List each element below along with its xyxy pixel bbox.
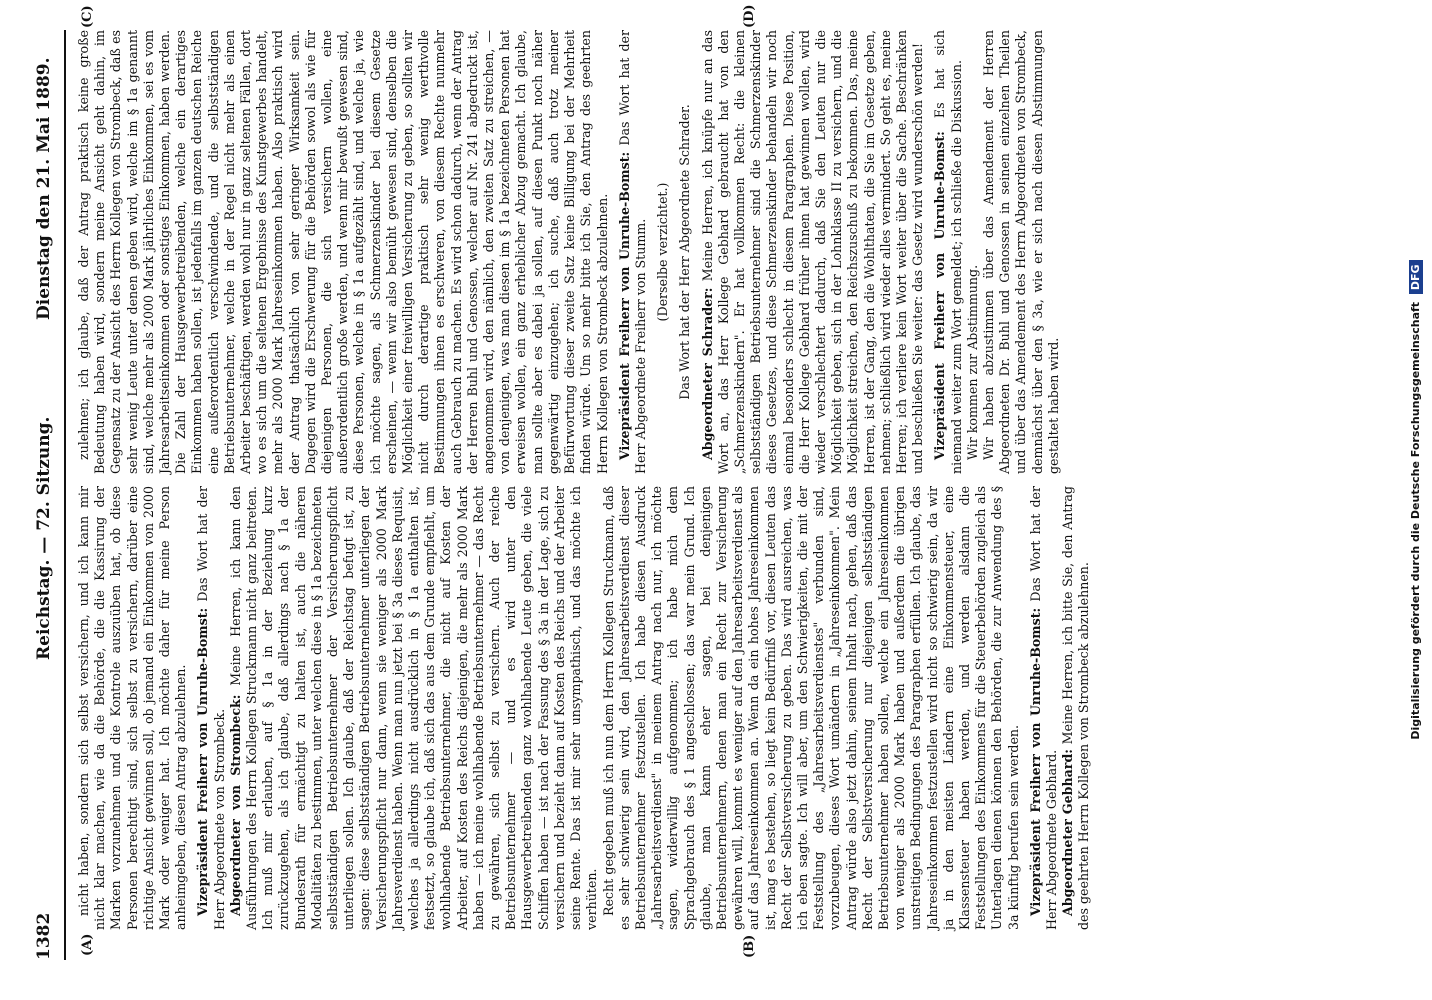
paragraph-text: Das Wort hat der Herr Abgeordnete von Strombeck. <box>195 486 227 930</box>
paragraph <box>617 30 649 474</box>
paragraph <box>677 30 693 474</box>
paragraph <box>700 30 927 474</box>
paragraph-text: Wir haben abzustimmen über das Amendement der Herren Abgeordneten Dr. Buhl und Genossen in seinen einzelnen Theilen und über das Amendement des Herrn Abgeordneten von Strombeck, demnächst über den § 3a, wie er sich nach diesen Abstimmungen gestaltet haben wird. <box>980 30 1061 474</box>
left-column <box>76 486 1093 930</box>
header-date: Dienstag den 21. Mai 1889. <box>34 57 54 320</box>
paragraph <box>932 30 964 474</box>
paragraph-text: zulehnen; ich glaube, daß der Antrag praktisch keine große Bedeutung haben wird, sondern meine Ansicht geht dahin, im Gegensatz zu der Ansicht des Herrn Kollegen von Strombeck, daß es sehr wenig Leute unter denen geben wird, welche im § 1a genannt sind, welche mehr als 2000 Mark jährliches Einkommen, sei es vom Jahresarbeitseinkommen oder sonstiges Einkommen, haben werden. Die Zahl der Hausgewerbetreibenden, welche ein derartiges Einkommen haben sollen, ist jedenfalls im ganzen deutschen Reiche eine außerordentlich verschwindende, und die selbstständigen Betriebsunternehmer, welche in der Regel nicht mehr als einen Arbeiter beschäftigen, werden wohl nur in ganz seltenen Fällen, dort wo es sich um die seltenen Ergebnisse des Kunstgewerbes handelt, mehr als 2000 Mark Jahreseinkommen haben. Also praktisch wird der Antrag thatsächlich von sehr geringer Wirksamkeit sein. Dagegen wird die Erschwerung für die Behörden sowol als wie für diejenigen Personen, die sich versichern wollen, eine außerordentlich große werden, und wenn mir bewußt gewesen sind, diese Personen, welche in § 1a aufgezählt sind, und welche ja, wie ich möchte sagen, als Schmerzenskinder bei diesem Gesetze erscheinen, — wenn wir also bemüht gewesen sind, denselben die Möglichkeit einer freiwilligen Versicherung zu geben, so sollten wir nicht durch derartige praktisch sehr wenig werthvolle Bestimmungen ihnen es erschweren, von diesem Rechte nunmehr auch Gebrauch zu machen. Es wird schon dadurch, wenn der Antrag der Herren Buhl und Genossen, welcher auf Nr. 241 abgedruckt ist, angenommen wird, den nämlich, den zweiten Satz zu streichen, — von denjenigen, was man diesen im § 1a bezeichneten Personen hat erweisen wollen, ein ganz erheblicher Abzug gemacht. Ich glaube, man sollte aber es dabei ja sollen, auf diesen Punkt noch näher gegenwärtig einzugehen; ich suche, daß auch trotz meiner Befürwortung dieser zweite Satz keine Billigung bei der Mehrheit finden würde. Um so mehr bitte ich Sie, den Antrag des geehrten Herrn Kollegen von Strombeck abzulehnen. <box>76 30 610 474</box>
paragraph-text: Meine Herren, ich bitte Sie, den Antrag des geehrten Herrn Kollegen von Strombeck abzulehnen. <box>1060 486 1092 930</box>
funding-text: Digitalisierung gefördert durch die Deutsche Forschungsgemeinschaft <box>1409 301 1422 740</box>
paragraph <box>195 486 227 930</box>
page-number: 1382 <box>34 912 54 960</box>
paragraph-text: Es hat sich niemand weiter zum Wort gemeldet; ich schließe die Diskussion. <box>932 30 964 474</box>
speaker-name: Abgeordneter von Strombeck: <box>227 694 243 916</box>
speaker-name: Abgeordneter Gebhard: <box>1060 749 1076 916</box>
paragraph <box>1060 486 1092 930</box>
paragraph-text: Das Wort hat der Herr Abgeordnete Freiherr von Stumm. <box>616 30 648 474</box>
speaker-name: Abgeordneter Schrader: <box>699 287 715 460</box>
paragraph <box>76 30 611 474</box>
paragraph <box>981 30 1062 474</box>
paragraph <box>655 30 671 474</box>
paragraph-text: Meine Herren, ich knüpfe nur an das Wort an, das Herr Kollege Gebhard gebraucht hat von den „Schmerzenskindern". Er hat vollkommen Recht: die kleinen selbstständigen Betriebsunternehmer sind die Schmerzenskinder dieses Gesetzes, und diese Schmerzenskinder behandeln wir noch einmal besonders schlecht in diesem Paragraphen. Diese Position, die Herr Kollege Gebhard früher ihnen hat gewinnen wollen, wird wieder verschlechtert dadurch, daß Sie den Leuten nur die Möglichkeit geben, sich in der Lohnklasse II zu versichern, und die Möglichkeit streichen, den Reichszuschuß zu bekommen. Das, meine Herren, ist der Gang, den die Wohlthaten, die Sie im Gesetze geben, nehmen; schließlich wird wieder alles vermindert. So geht es, meine Herren; ich verliere kein Wort weiter über die Sache. Beschränken und beschließen Sie weiter: das Gesetz wird wunderschön werden! <box>699 30 926 474</box>
paragraph-text: Recht gegeben muß ich nun dem Herrn Kollegen Struckmann, daß es sehr schwierig sein wird, den Jahresarbeitsverdienst dieser Betriebsunternehmer festzustellen. Ich habe diesen Ausdruck „Jahresarbeitsverdienst" in meinem Antrag nach nur, ich möchte sagen, widerwillig aufgenommen; ich habe mich dem Sprachgebrauch des § 1 angeschlossen; das war mein Grund. Ich glaube, man kann eher sagen, bei denjenigen Betriebsunternehmern, denen man ein Recht zur Versicherung gewähren will, kommt es weniger auf den Jahresarbeitsverdienst als auf das Jahreseinkommen an. Wenn da ein hohes Jahreseinkommen ist, mag es bestehen, so liegt kein Bedürfniß vor, diesen Leuten das Recht der Selbstversicherung zu geben. Das wird ausreichen, was ich eben sagte. Ich will aber, um den Schwierigkeiten, die mit der Feststellung des „Jahresarbeitsverdienstes" verbunden sind, vorzubeugen, dieses Wort umändern in „Jahreseinkommen". Mein Antrag würde also jetzt dahin, seinem Inhalt nach, gehen, daß das Recht der Selbstversicherung nur diejenigen selbstständigen Betriebsunternehmer haben sollen, welche ein Jahreseinkommen von weniger als 2000 Mark haben und außerdem die übrigen unstreitigen Bedingungen des Paragraphen erfüllen. Ich glaube, das Jahreseinkommen festzustellen wird nicht so schwierig sein, da wir ja in den meisten Ländern eine Einkommensteuer, eine Klassensteuer haben werden, und werden alsdann die Feststellungen des Einkommens für die Steuerbehörden zugleich als Unterlagen dienen können den Behörden, die zur Anwendung des § 3a künftig berufen sein werden. <box>600 486 1021 930</box>
margin-mark-c: (C) <box>80 5 95 28</box>
paragraph-text: Das Wort hat der Herr Abgeordnete Gebhard. <box>1027 486 1059 930</box>
paragraph-text: (Derselbe verzichtet.) <box>655 182 671 322</box>
speaker-name: Vizepräsident Freiherr von Unruhe-Bomst: <box>616 151 632 460</box>
paragraph <box>965 30 981 474</box>
speaker-name: Vizepräsident Freiherr von Unruhe-Bomst: <box>1027 607 1043 916</box>
paragraph-text: Das Wort hat der Herr Abgeordnete Schrader. <box>677 104 693 400</box>
speaker-name: Vizepräsident Freiherr von Unruhe-Bomst: <box>195 607 211 916</box>
right-column <box>76 30 1062 474</box>
paragraph-text: Meine Herren, ich kann den Ausführungen des Herrn Kollegen Struckmann nicht ganz beitreten. Ich muß mir erlauben, auf § 1a in der Beziehung kurz zurückzugehen, als ich glaube, daß allerdings nach § 1a der Bundesrath für ermächtigt zu halten ist, auch die näheren Modalitäten zu bestimmen, unter welchen diese in § 1a bezeichneten selbstständigen Betriebsunternehmer der Versicherungspflicht unterliegen sollen. Ich glaube, daß der Reichstag befugt ist, zu sagen: diese selbstständigen Betriebsunternehmer unterliegen der Versicherungspflicht nur dann, wenn sie weniger als 2000 Mark Jahresverdienst haben. Wenn man nun jetzt bei § 3a dieses Requisit, welches ja allerdings nicht ausdrücklich in § 1a enthalten ist, festsetzt, so glaube ich, daß sich das aus dem Grunde empfiehlt, um wohlhabende Betriebsunternehmer, die nicht auf Kosten der Arbeiter, auf Kosten des Reichs diejenigen, die mehr als 2000 Mark haben — ich meine wohlhabende Betriebsunternehmer — das Recht zu gewähren, sich selbst zu versichern. Auch der reiche Betriebsunternehmer — und es wird unter den Hausgewerbetreibenden ganz wohlhabende Leute geben, die viele Schiffen haben — ist nach der Fassung des § 3a in der Lage, sich zu versichern und bezieht dann auf Kosten des Reichs und der Arbeiter seine Rente. Das ist mir sehr unsympathisch, und das möchte ich verhüten. <box>227 486 600 930</box>
margin-mark-b: (B) <box>742 934 757 958</box>
header-center: Reichstag. — 72. Sitzung. <box>34 416 54 660</box>
funding-note <box>1400 0 1432 1000</box>
header-rule <box>64 30 66 960</box>
paragraph-text: nicht haben, sondern sich selbst versichern, und ich kann mir nicht klar machen, wie da die Behörde, die die Kassirung der Marken vorzunehmen und die Kontrole auszuüben hat, ob diese Personen berechtigt sind, sich selbst zu versichern, darüber eine richtige Ansicht gewinnen soll, ob jemand ein Einkommen von 2000 Mark oder weniger hat. Ich möchte daher für meine Person anheimgeben, diesen Antrag abzulehnen. <box>76 486 189 930</box>
paragraph <box>1028 486 1060 930</box>
paragraph <box>601 486 1022 930</box>
paragraph <box>228 486 601 930</box>
speaker-name: Vizepräsident Freiherr von Unruhe-Bomst: <box>932 131 948 460</box>
page-header <box>28 30 62 960</box>
paragraph <box>76 486 189 930</box>
paragraph-text: Wir kommen zur Abstimmung. <box>964 264 980 460</box>
margin-mark-a: (A) <box>80 933 95 956</box>
side-strip <box>1400 0 1432 1000</box>
margin-mark-d: (D) <box>742 4 757 28</box>
dfg-badge: DFG <box>1409 260 1423 294</box>
